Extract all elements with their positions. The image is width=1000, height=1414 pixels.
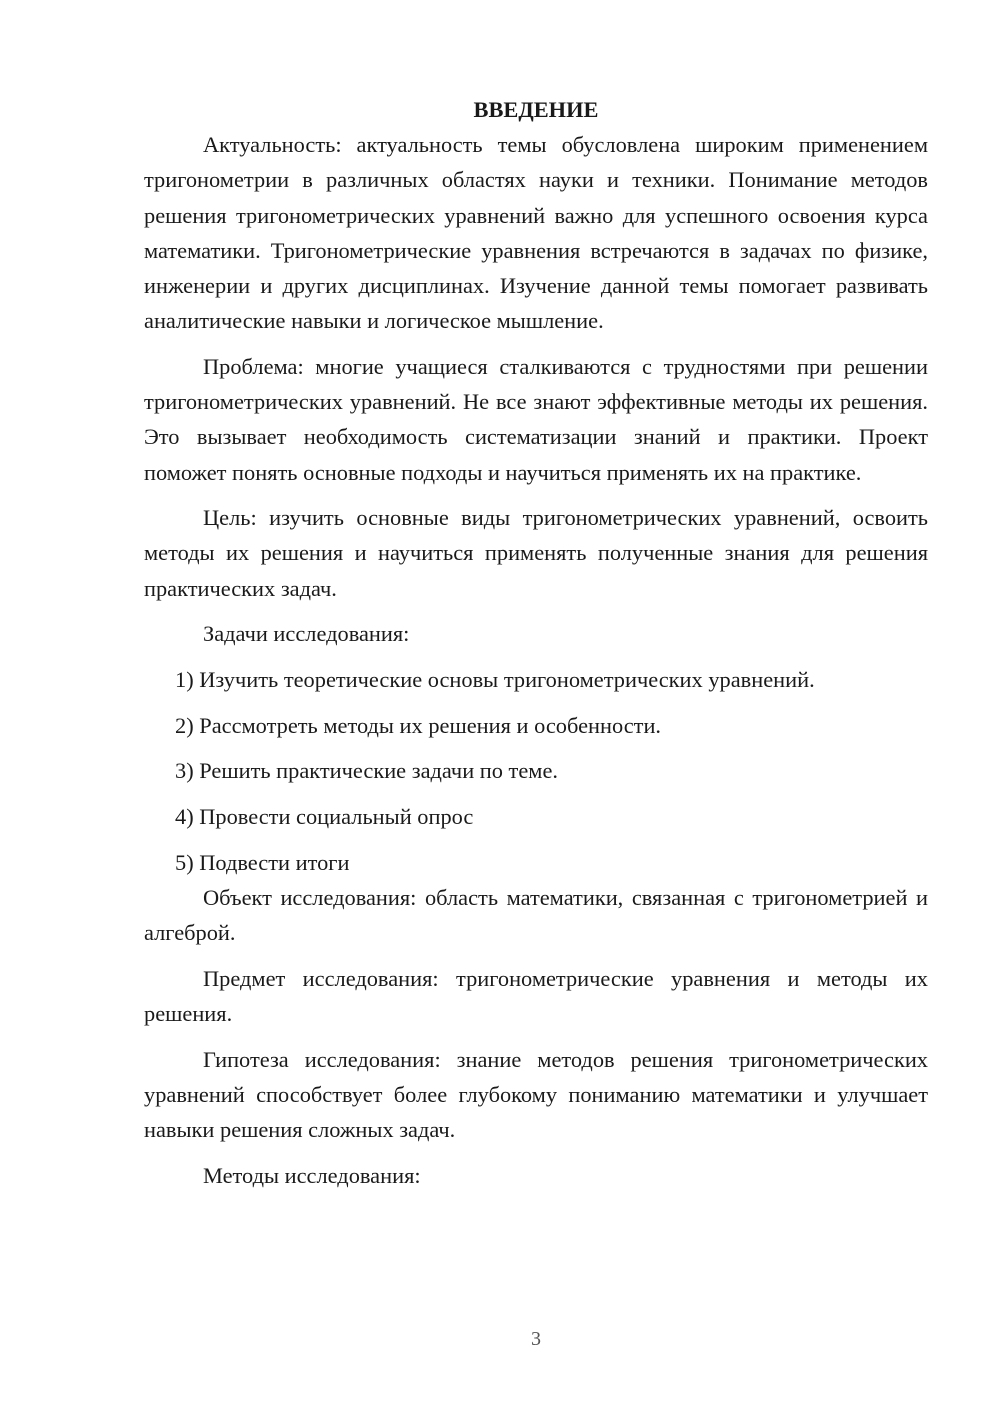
tasks-heading: Задачи исследования: xyxy=(203,621,410,647)
page-title: ВВЕДЕНИЕ xyxy=(473,97,599,122)
paragraph-subject: Предмет исследования: тригонометрические уравнения и методы их решения. xyxy=(144,965,928,1027)
paragraph-goal: Цель: изучить основные виды тригонометрических уравнений, освоить методы их решения и научиться применять полученные знания для решения практических задач. xyxy=(144,505,928,601)
task-item: 1) Изучить теоретические основы тригонометрических уравнений. xyxy=(175,667,815,693)
task-item: 4) Провести социальный опрос xyxy=(175,804,474,830)
task-item: 3) Решить практические задачи по теме. xyxy=(175,758,558,784)
methods-heading: Методы исследования: xyxy=(203,1162,421,1188)
task-item: 5) Подвести итоги xyxy=(175,849,350,875)
paragraph-object: Объект исследования: область математики, связанная с тригонометрией и алгеброй. xyxy=(144,885,928,946)
paragraph-relevance: Актуальность: актуальность темы обусловлена широким применением тригонометрии в различных областях науки и техники. Понимание методов решения тригонометрических уравнений важно для успешного освоения курса математики. Тригонометрические уравнения встречаются в задачах по физике, инженерии и других дисциплинах. Изучение данной темы помогает развивать аналитические навыки и логическое мышление. xyxy=(144,132,928,334)
paragraph-hypothesis: Гипотеза исследования: знание методов решения тригонометрических уравнений способствует более глубокому пониманию математики и улучшает навыки решения сложных задач. xyxy=(144,1046,928,1143)
page-body xyxy=(144,92,928,1204)
task-item: 2) Рассмотреть методы их решения и особенности. xyxy=(175,712,662,738)
page-number: 3 xyxy=(531,1328,541,1350)
paragraph-problem: Проблема: многие учащиеся сталкиваются с трудностями при решении тригонометрических уравнений. Не все знают эффективные методы их решения. Это вызывает необходимость систематизации знаний и практики. Проект поможет понять основные подходы и научиться применять их на практике. xyxy=(144,353,928,485)
